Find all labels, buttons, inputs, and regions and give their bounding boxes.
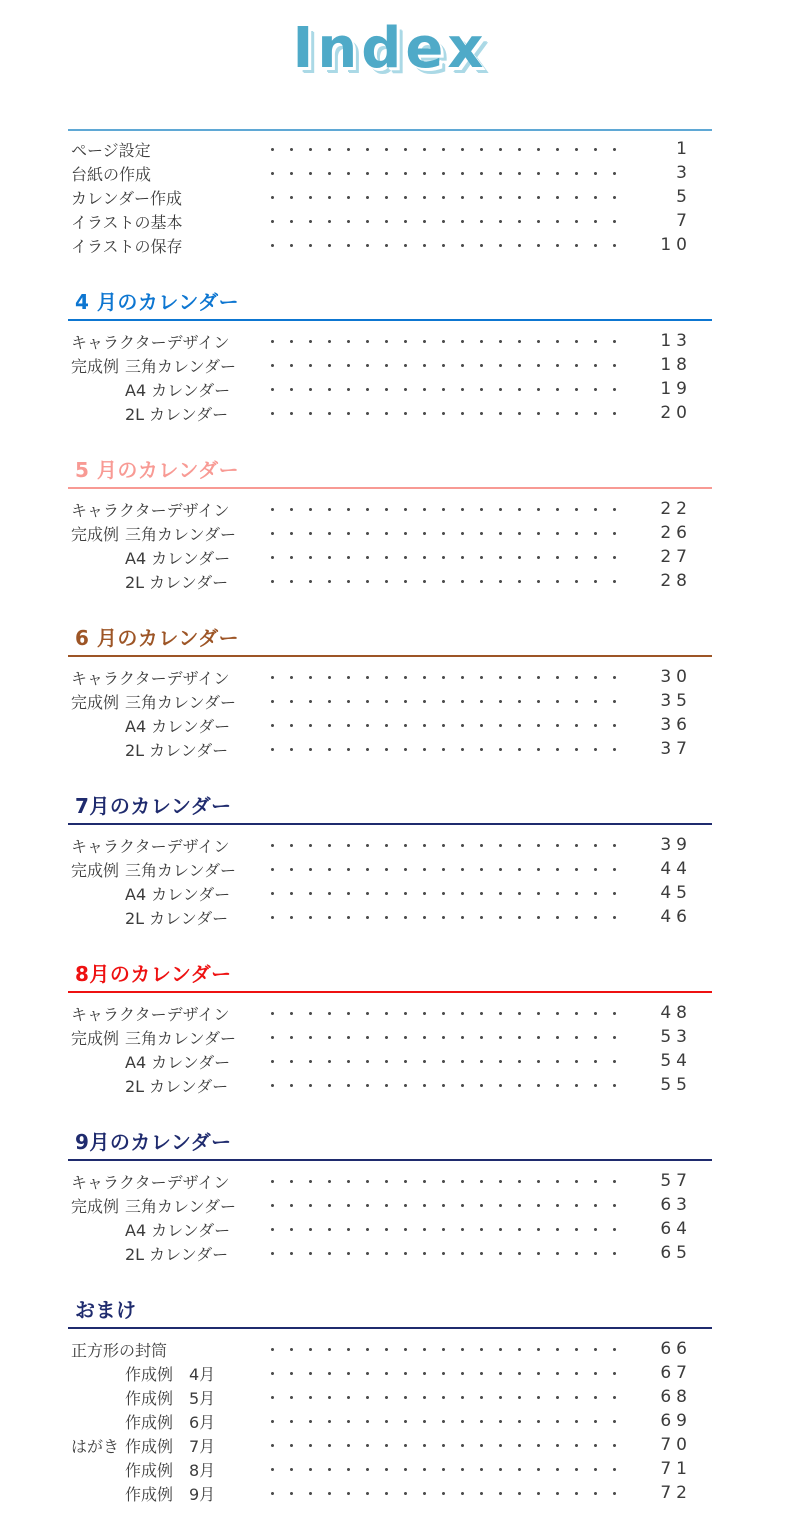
dot-leader (255, 209, 630, 233)
toc-row (68, 1385, 712, 1409)
dot-leader (255, 1073, 630, 1097)
row-page-number: 55 (660, 1075, 692, 1095)
section-title: 5 月のカレンダー (68, 458, 712, 489)
row-page-number: 72 (660, 1483, 692, 1503)
section-title: 9月のカレンダー (68, 1130, 712, 1161)
dot-leader (255, 713, 630, 737)
dot-leader (255, 521, 630, 545)
toc-row (68, 353, 712, 377)
row-page-number: 48 (660, 1003, 692, 1023)
row-page-number: 28 (660, 571, 692, 591)
row-page-number: 71 (660, 1459, 692, 1479)
toc-intro-section (68, 129, 712, 257)
row-page-number: 7 (676, 211, 692, 231)
row-label: 正方形の封筒 (71, 1340, 168, 1360)
row-page-number: 19 (660, 379, 692, 399)
row-label: 2L カレンダー (125, 1076, 229, 1096)
toc-row (68, 233, 712, 257)
row-page-number: 27 (660, 547, 692, 567)
toc-row (68, 1361, 712, 1385)
row-label: 作成例 6月 (125, 1412, 216, 1432)
row-prefix: 完成例 (71, 1196, 120, 1216)
row-label: キャラクターデザイン (71, 500, 230, 520)
row-page-number: 35 (660, 691, 692, 711)
row-page-number: 57 (660, 1171, 692, 1191)
row-prefix: 完成例 (71, 692, 120, 712)
row-page-number: 63 (660, 1195, 692, 1215)
row-page-number: 66 (660, 1339, 692, 1359)
row-label: 三角カレンダー (125, 1028, 236, 1048)
toc-row (68, 713, 712, 737)
row-page-number: 64 (660, 1219, 692, 1239)
dot-leader (255, 185, 630, 209)
row-page-number: 13 (660, 331, 692, 351)
dot-leader (255, 881, 630, 905)
row-page-number: 54 (660, 1051, 692, 1071)
row-prefix: はがき (71, 1436, 120, 1456)
row-page-number: 69 (660, 1411, 692, 1431)
dot-leader (255, 689, 630, 713)
dot-leader (255, 665, 630, 689)
row-label: ページ設定 (71, 140, 151, 160)
row-label: A4 カレンダー (125, 380, 231, 400)
row-label: 三角カレンダー (125, 692, 236, 712)
section-rows (68, 129, 712, 257)
row-page-number: 1 (676, 139, 692, 159)
toc-row (68, 1217, 712, 1241)
dot-leader (255, 905, 630, 929)
row-page-number: 37 (660, 739, 692, 759)
toc-row (68, 185, 712, 209)
row-page-number: 68 (660, 1387, 692, 1407)
row-page-number: 36 (660, 715, 692, 735)
toc (68, 129, 712, 1505)
toc-row (68, 209, 712, 233)
row-label: キャラクターデザイン (71, 836, 230, 856)
toc-row (68, 665, 712, 689)
row-label: 三角カレンダー (125, 860, 236, 880)
dot-leader (255, 1193, 630, 1217)
toc-row (68, 857, 712, 881)
row-page-number: 20 (660, 403, 692, 423)
row-label: 台紙の作成 (71, 164, 152, 184)
row-label: A4 カレンダー (125, 548, 231, 568)
toc-section (68, 458, 712, 593)
section-rows (68, 1161, 712, 1265)
toc-row (68, 161, 712, 185)
row-label: A4 カレンダー (125, 884, 231, 904)
row-page-number: 22 (660, 499, 692, 519)
section-rows (68, 657, 712, 761)
row-label: A4 カレンダー (125, 1052, 231, 1072)
row-label: 2L カレンダー (125, 572, 229, 592)
dot-leader (255, 1001, 630, 1025)
row-label: 2L カレンダー (125, 740, 229, 760)
toc-section (68, 962, 712, 1097)
row-prefix: 完成例 (71, 356, 120, 376)
section-rows (68, 993, 712, 1097)
row-page-number: 5 (676, 187, 692, 207)
row-label: 三角カレンダー (125, 356, 236, 376)
toc-section (68, 794, 712, 929)
row-page-number: 65 (660, 1243, 692, 1263)
dot-leader (255, 353, 630, 377)
toc-row (68, 545, 712, 569)
toc-row (68, 1001, 712, 1025)
dot-leader (255, 233, 630, 257)
row-label: 作成例 8月 (125, 1460, 216, 1480)
row-label: 作成例 4月 (125, 1364, 216, 1384)
dot-leader (255, 857, 630, 881)
toc-row (68, 1025, 712, 1049)
row-page-number: 10 (660, 235, 692, 255)
section-rows (68, 321, 712, 425)
dot-leader (255, 737, 630, 761)
dot-leader (255, 1025, 630, 1049)
toc-row (68, 137, 712, 161)
dot-leader (255, 1433, 630, 1457)
section-rows (68, 1329, 712, 1505)
row-label: キャラクターデザイン (71, 1172, 230, 1192)
section-title: 6 月のカレンダー (68, 626, 712, 657)
row-label: イラストの基本 (71, 212, 183, 232)
toc-section (68, 626, 712, 761)
toc-row (68, 377, 712, 401)
row-label: 2L カレンダー (125, 908, 229, 928)
toc-row (68, 737, 712, 761)
section-title: 4 月のカレンダー (68, 290, 712, 321)
row-page-number: 70 (660, 1435, 692, 1455)
dot-leader (255, 329, 630, 353)
row-prefix: 完成例 (71, 524, 120, 544)
toc-row (68, 1073, 712, 1097)
row-page-number: 30 (660, 667, 692, 687)
row-label: カレンダー作成 (71, 188, 182, 208)
dot-leader (255, 1361, 630, 1385)
toc-row (68, 1337, 712, 1361)
row-page-number: 45 (660, 883, 692, 903)
dot-leader (255, 401, 630, 425)
toc-section (68, 1298, 712, 1505)
toc-section (68, 290, 712, 425)
toc-row (68, 401, 712, 425)
toc-row (68, 1409, 712, 1433)
row-label: キャラクターデザイン (71, 1004, 230, 1024)
row-prefix: 完成例 (71, 860, 120, 880)
toc-row (68, 521, 712, 545)
toc-row (68, 569, 712, 593)
dot-leader (255, 1241, 630, 1265)
toc-row (68, 1049, 712, 1073)
dot-leader (255, 1049, 630, 1073)
dot-leader (255, 1385, 630, 1409)
row-page-number: 46 (660, 907, 692, 927)
row-label: 三角カレンダー (125, 1196, 236, 1216)
dot-leader (255, 1337, 630, 1361)
dot-leader (255, 545, 630, 569)
dot-leader (255, 569, 630, 593)
row-label: 作成例 7月 (125, 1436, 216, 1456)
toc-row (68, 497, 712, 521)
row-label: イラストの保存 (71, 236, 183, 256)
toc-row (68, 689, 712, 713)
toc-row (68, 1433, 712, 1457)
row-label: 作成例 5月 (125, 1388, 216, 1408)
toc-row (68, 1169, 712, 1193)
dot-leader (255, 1457, 630, 1481)
toc-row (68, 1193, 712, 1217)
toc-section (68, 1130, 712, 1265)
row-label: A4 カレンダー (125, 716, 231, 736)
row-label: 三角カレンダー (125, 524, 236, 544)
row-label: A4 カレンダー (125, 1220, 231, 1240)
section-title: おまけ (68, 1298, 712, 1329)
dot-leader (255, 161, 630, 185)
toc-row (68, 881, 712, 905)
row-label: 2L カレンダー (125, 404, 229, 424)
dot-leader (255, 833, 630, 857)
row-page-number: 44 (660, 859, 692, 879)
toc-row (68, 1241, 712, 1265)
row-page-number: 67 (660, 1363, 692, 1383)
row-page-number: 26 (660, 523, 692, 543)
row-page-number: 53 (660, 1027, 692, 1047)
toc-row (68, 329, 712, 353)
dot-leader (255, 1481, 630, 1505)
row-prefix: 完成例 (71, 1028, 120, 1048)
dot-leader (255, 1169, 630, 1193)
toc-row (68, 1457, 712, 1481)
section-title: 7月のカレンダー (68, 794, 712, 825)
toc-row (68, 905, 712, 929)
toc-row (68, 1481, 712, 1505)
section-title: 8月のカレンダー (68, 962, 712, 993)
dot-leader (255, 1217, 630, 1241)
dot-leader (255, 137, 630, 161)
section-rows (68, 825, 712, 929)
row-page-number: 3 (676, 163, 692, 183)
row-label: キャラクターデザイン (71, 332, 230, 352)
section-rows (68, 489, 712, 593)
dot-leader (255, 1409, 630, 1433)
row-page-number: 39 (660, 835, 692, 855)
row-label: 作成例 9月 (125, 1484, 216, 1504)
row-page-number: 18 (660, 355, 692, 375)
dot-leader (255, 497, 630, 521)
page-title: Index (292, 16, 488, 81)
dot-leader (255, 377, 630, 401)
row-label: 2L カレンダー (125, 1244, 229, 1264)
toc-row (68, 833, 712, 857)
row-label: キャラクターデザイン (71, 668, 230, 688)
